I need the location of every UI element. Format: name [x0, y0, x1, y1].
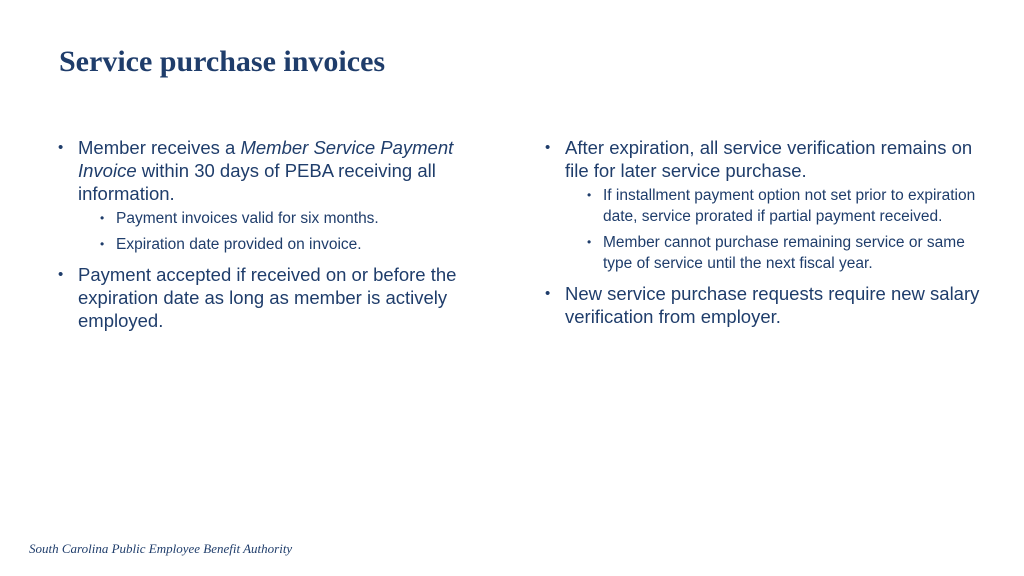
- bullet-icon: •: [58, 266, 64, 283]
- sub-bullet-text: If installment payment option not set prior to expiration date, service prorated if partial payment received.: [603, 187, 976, 225]
- bullet-icon: •: [587, 188, 592, 202]
- bullet-icon: •: [58, 139, 64, 156]
- footer-organization: South Carolina Public Employee Benefit Authority: [29, 541, 293, 556]
- sub-bullet-item: [100, 234, 496, 255]
- sub-bullet-text: Member cannot purchase remaining service or same type of service until the next fiscal year.: [603, 234, 965, 272]
- bullet-item: [543, 282, 983, 328]
- sub-bullet-item: [100, 208, 496, 229]
- bullet-item: [56, 263, 496, 332]
- sub-bullet-list: [78, 208, 496, 255]
- bullet-text: Payment accepted if received on or before the expiration date as long as member is actively employed.: [78, 264, 457, 331]
- left-column: [56, 136, 496, 340]
- sub-bullet-item: [587, 232, 983, 274]
- bullet-item: [543, 136, 983, 274]
- bullet-item: [56, 136, 496, 255]
- slide-title: Service purchase invoices: [59, 45, 386, 78]
- right-column: [543, 136, 983, 336]
- bullet-text: Member receives a Member Service Payment Invoice within 30 days of PEBA receiving all information.: [78, 137, 454, 204]
- right-bullet-list: [543, 136, 983, 328]
- bullet-icon: •: [100, 211, 105, 225]
- sub-bullet-text: Expiration date provided on invoice.: [116, 236, 362, 253]
- bullet-icon: •: [545, 285, 551, 302]
- left-bullet-list: [56, 136, 496, 332]
- bullet-text: After expiration, all service verification remains on file for later service purchase.: [565, 137, 973, 181]
- emphasis-text: Member Service Payment Invoice: [78, 137, 454, 181]
- bullet-text: New service purchase requests require new salary verification from employer.: [565, 283, 980, 327]
- sub-bullet-text: Payment invoices valid for six months.: [116, 210, 379, 227]
- sub-bullet-list: [565, 185, 983, 274]
- sub-bullet-item: [587, 185, 983, 227]
- bullet-icon: •: [545, 139, 551, 156]
- bullet-icon: •: [587, 235, 592, 249]
- bullet-icon: •: [100, 237, 105, 251]
